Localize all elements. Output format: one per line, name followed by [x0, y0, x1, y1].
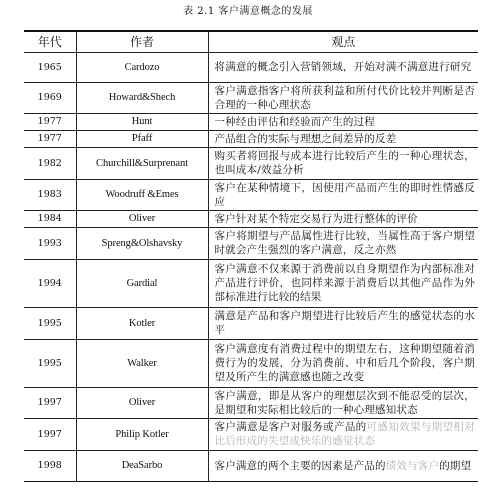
cell-view: 客户满意指客户将所获利益和所付代价比较并判断是否合理的一种心理状态: [208, 82, 478, 113]
table-row: [24, 179, 478, 210]
cell-view: 客户针对某个特定交易行为进行整体的评价: [208, 210, 478, 227]
cell-author: Woodruff &Emes: [76, 179, 208, 210]
concept-table: [24, 30, 478, 482]
cell-view: 将满意的概念引入营销领域，开始对满不满意进行研究: [208, 52, 478, 82]
cell-author: Howard&Shech: [76, 82, 208, 113]
cell-view: [208, 450, 478, 481]
cell-author: Oliver: [76, 387, 208, 418]
table-row: [24, 52, 478, 82]
cell-author: Pfaff: [76, 130, 208, 147]
cell-year: 1969: [24, 82, 76, 113]
table-header-row: [24, 31, 478, 52]
cell-year: 1998: [24, 450, 76, 481]
cell-author: Walker: [76, 339, 208, 387]
header-year: 年代: [24, 31, 76, 52]
table-row: [24, 259, 478, 307]
table-row: [24, 307, 478, 339]
table-caption: 表 2.1 客户满意概念的发展: [183, 6, 313, 17]
cell-year: 1995: [24, 307, 76, 339]
cell-author: Cardozo: [76, 52, 208, 82]
cell-view: 客户满意度有消费过程中的期望左右，这种期望随着消费行为的发展，分为消费前、中和后几个阶段，客户期望及所产生的满意感也随之改变: [208, 339, 478, 387]
table-row: [24, 450, 478, 481]
cell-view: 满意是产品和客户期望进行比较后产生的感觉状态的水平: [208, 307, 478, 339]
cell-year: 1997: [24, 418, 76, 450]
cell-author: Kotler: [76, 307, 208, 339]
table-row: [24, 387, 478, 418]
cell-year: 1984: [24, 210, 76, 227]
table-row: [24, 227, 478, 259]
cell-view: 产品组合的实际与理想之间差异的反差: [208, 130, 478, 147]
table-row: [24, 339, 478, 387]
view-text-faded: 可感知效果与期望相对比后形成的失望或快乐的感觉状态: [214, 421, 475, 447]
cell-year: 1977: [24, 113, 76, 130]
table-row: [24, 113, 478, 130]
cell-view: 一种经由评估和经验而产生的过程: [208, 113, 478, 130]
table-row: [24, 130, 478, 147]
cell-author: Hunt: [76, 113, 208, 130]
cell-year: 1965: [24, 52, 76, 82]
view-text-faded: 绩效与客户: [385, 459, 440, 472]
cell-view: 客户满意，即是从客户的理想层次到不能忍受的层次，是期望和实际相比较后的一种心理感知状态: [208, 387, 478, 418]
cell-year: 1983: [24, 179, 76, 210]
table-row: [24, 82, 478, 113]
cell-view: 客户在某种情境下，因使用产品而产生的即时性情感反应: [208, 179, 478, 210]
cell-year: 1995: [24, 339, 76, 387]
cell-author: Gardial: [76, 259, 208, 307]
header-author: 作者: [76, 31, 208, 52]
view-text-tail: 的期望: [439, 459, 472, 472]
header-view: 观点: [208, 31, 478, 52]
cell-author: Oliver: [76, 210, 208, 227]
cell-year: 1977: [24, 130, 76, 147]
cell-author: Philip Kotler: [76, 418, 208, 450]
cell-author: Spreng&Olshavsky: [76, 227, 208, 259]
cell-view: 客户满意不仅来源于消费前以自身期望作为内部标准对产品进行评价，也同样来源于消费后以其他产品作为外部标准进行比较的结果: [208, 259, 478, 307]
cell-view: [208, 418, 478, 450]
table-row: [24, 147, 478, 179]
cell-author: Churchill&Surprenant: [76, 147, 208, 179]
cell-view: 购买者将回报与成本进行比较后产生的一种心理状态，也叫成本/效益分析: [208, 147, 478, 179]
cell-year: 1993: [24, 227, 76, 259]
cell-year: 1994: [24, 259, 76, 307]
table-row: [24, 210, 478, 227]
table-row: [24, 418, 478, 450]
cell-year: 1982: [24, 147, 76, 179]
view-text: 客户满意的两个主要的因素是产品的: [214, 459, 386, 472]
cell-view: 客户将期望与产品属性进行比较，当属性高于客户期望时就会产生强烈的客户满意，反之亦然: [208, 227, 478, 259]
view-text: 客户满意是客户对服务或产品的: [214, 421, 367, 433]
cell-year: 1997: [24, 387, 76, 418]
cell-author: DeaSarbo: [76, 450, 208, 481]
